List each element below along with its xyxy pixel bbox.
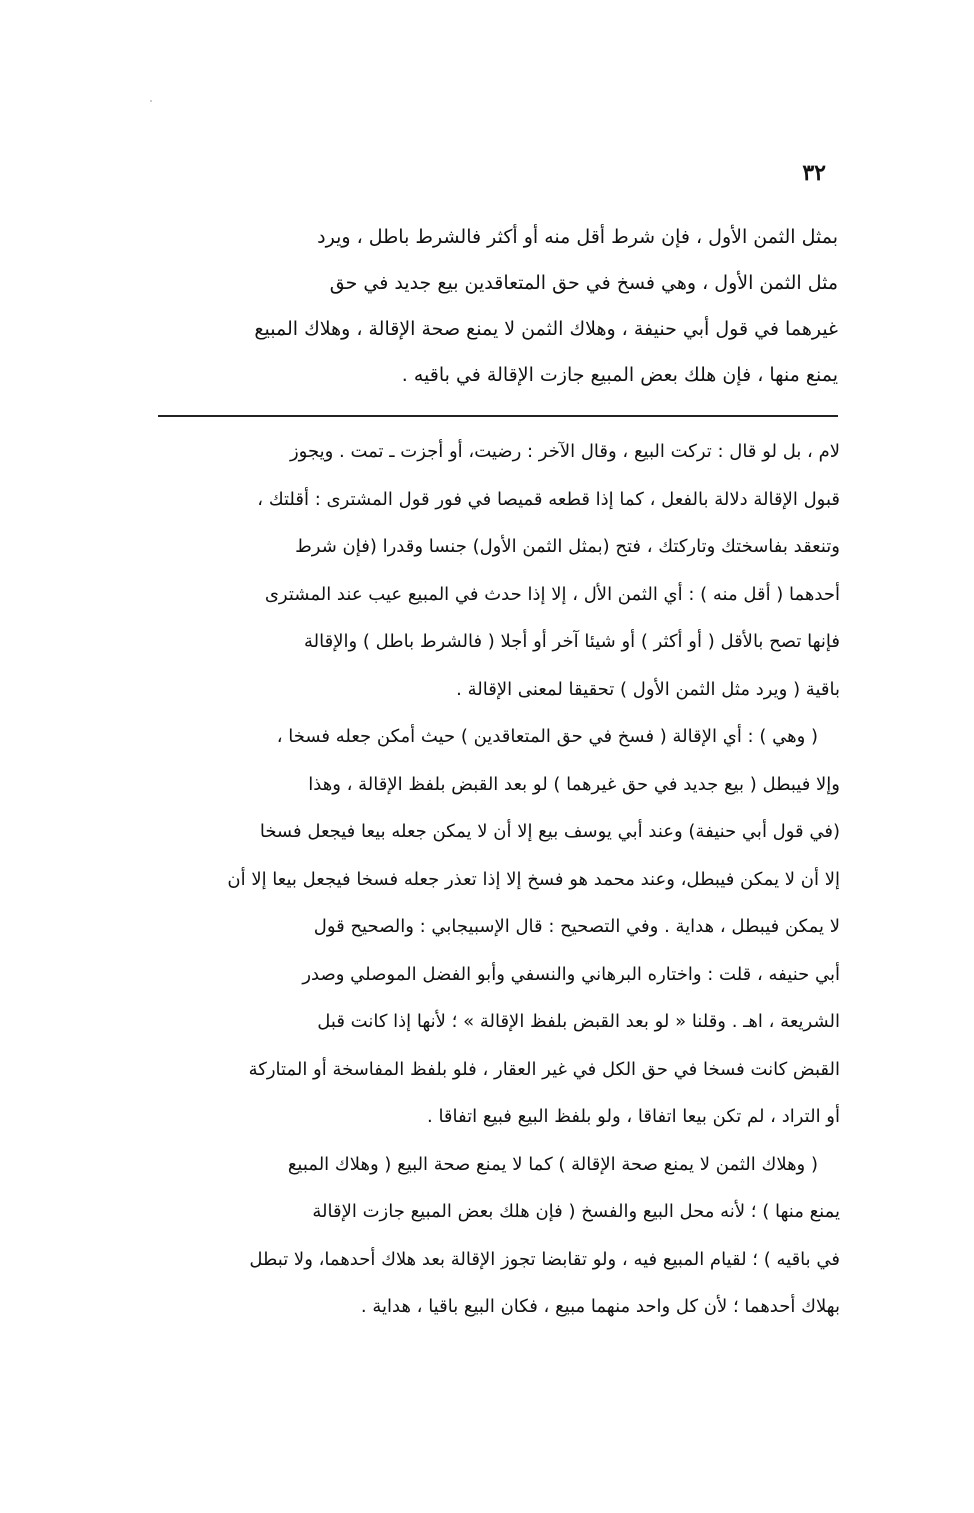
commentary-line: إلا أن لا يمكن فيبطل، وعند محمد هو فسخ إلا إذا تعذر جعله فسخا فيجعل بيعا إلا أن [227, 868, 840, 890]
commentary-line: ( وهي ) : أي الإقالة ( فسخ في حق المتعاقدين ) حيث أمكن جعله فسخا ، [276, 726, 818, 747]
commentary-line: ( وهلاك الثمن لا يمنع صحة الإقالة ) كما لا يمنع صحة البيع ( وهلاك المبيع [287, 1153, 818, 1175]
commentary-line: أحدهما ( أقل منه ) : أي الثمن الأل ، إلا إذا حدث في المبيع عيب عند المشترى [264, 583, 840, 605]
main-text [158, 214, 838, 398]
commentary-line: وإلا فيبطل ( بيع جديد في حق غيرهما ) لو بعد القبض بلفظ الإقالة ، وهذا [308, 773, 840, 795]
commentary-paragraph [158, 428, 840, 713]
page-number: ٣٢ [802, 160, 826, 186]
main-text-line: مثل الثمن الأول ، وهي فسخ في حق المتعاقدين بيع جديد في حق [329, 272, 838, 294]
commentary-line: أبي حنيفه ، قلت : واختاره البرهاني والنسفي وأبو الفضل الموصلي وصدر [302, 963, 840, 985]
commentary-line: فإنها تصح بالأقل ( أو أكثر ) أو شيئا آخر أو أجلا ( فالشرط باطل ) والإقالة [304, 631, 840, 652]
page-speck [150, 100, 152, 102]
separator-rule [158, 415, 838, 417]
commentary-line: الشريعة ، اهـ . وقلنا « لو بعد القبض بلفظ الإقالة » ؛ لأنها إذا كانت قبل [317, 1011, 840, 1032]
commentary-line: في باقيه ) ؛ لقيام المبيع فيه ، ولو تقابضا تجوز الإقالة بعد هلاك أحدهما، ولا تبطل [249, 1248, 840, 1270]
commentary-line: باقية ( ويرد مثل الثمن الأول ) تحقيقا لمعنى الإقالة . [456, 678, 840, 700]
main-text-line: بمثل الثمن الأول ، فإن شرط أقل منه أو أكثر فالشرط باطل ، ويرد [317, 226, 838, 248]
commentary-line: وتنعقد بفاسختك وتاركتك ، فتح (بمثل الثمن الأول) جنسا وقدرا (فإن شرط [295, 536, 840, 557]
main-text-line: غيرهما في قول أبي حنيفة ، وهلاك الثمن لا يمنع صحة الإقالة ، وهلاك المبيع [254, 318, 838, 340]
commentary-line: لام ، بل لو قال : تركت البيع ، وقال الآخر : رضيت، أو أجزت ـ تمت . ويجوز [289, 441, 840, 462]
commentary-line: أو التراد ، لم تكن بيعا اتفاقا ، ولو بلفظ البيع فبيع اتفاقا . [427, 1106, 840, 1127]
commentary-paragraph [158, 713, 840, 1141]
commentary-paragraph [158, 1141, 840, 1331]
commentary-line: بهلاك أحدهما ؛ لأن كل واحد منهما مبيع ، فكان البيع باقيا ، هداية . [360, 1296, 840, 1317]
main-text-line: يمنع منها ، فإن هلك بعض المبيع جازت الإقالة في باقيه . [401, 364, 838, 386]
commentary-line: القبض كانت فسخا في حق الكل في غير العقار ، فلو بلفظ المفاسخة أو المتاركة [248, 1058, 840, 1080]
commentary-line: (في قول أبي حنيفة) وعند أبي يوسف بيع إلا أن لا يمكن جعله بيعا فيجعل فسخا [259, 821, 840, 842]
commentary-text [158, 428, 840, 1331]
commentary-line: لا يمكن فيبطل ، هداية . وفي التصحيح : قال الإسبيجابي : والصحيح قول [313, 916, 840, 937]
commentary-line: يمنع منها ) ؛ لأنه محل البيع والفسخ ( فإن هلك بعض المبيع جازت الإقالة [312, 1201, 840, 1222]
commentary-line: قبول الإقالة دلالة بالفعل ، كما إذا قطعه قميصا في فور قول المشترى : أقلتك ، [257, 488, 840, 510]
